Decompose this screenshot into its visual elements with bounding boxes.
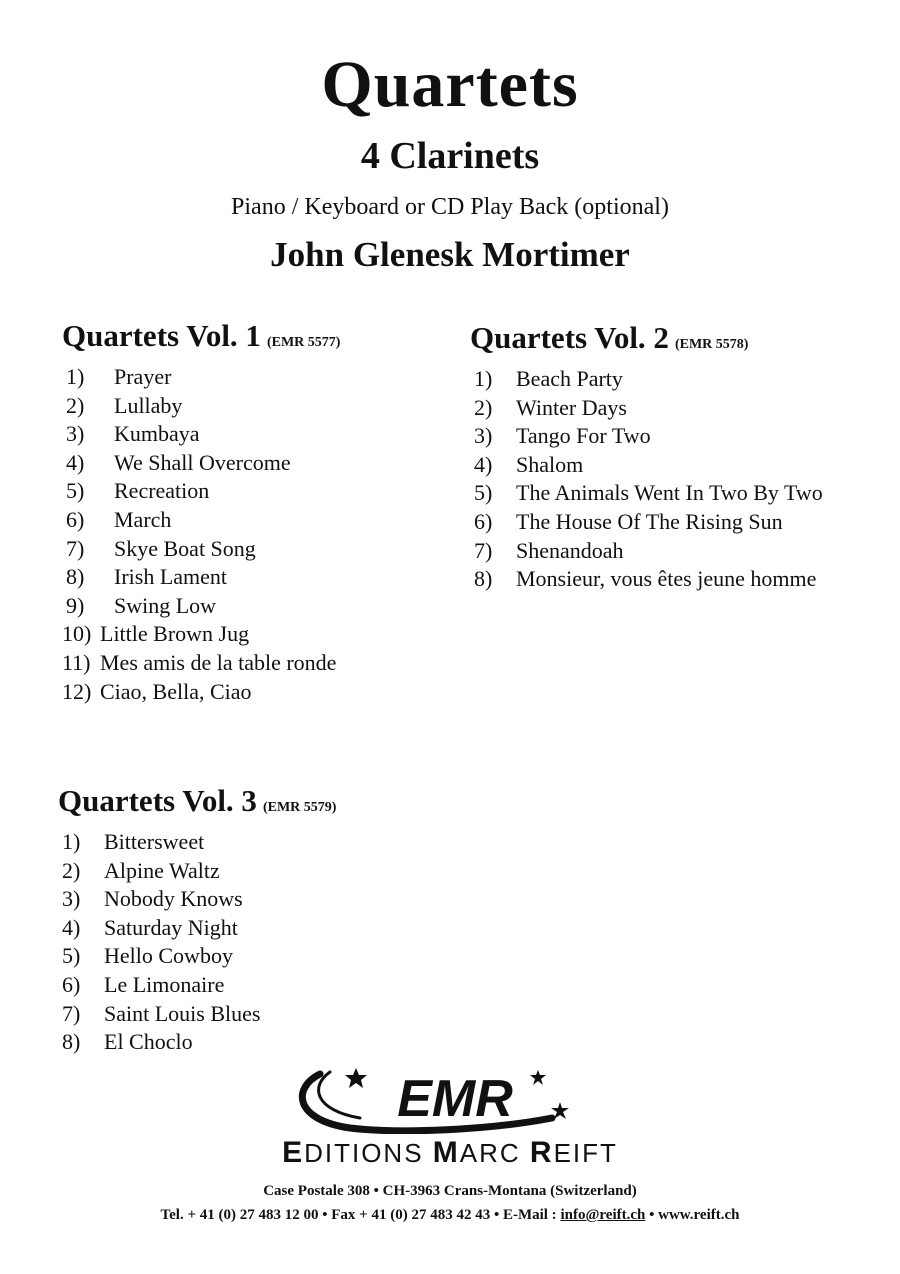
publisher-name [0,1138,900,1168]
track-title: Ciao, Bella, Ciao [100,678,252,704]
track-title: Saturday Night [104,914,238,940]
track-item [58,1028,336,1057]
track-number: 6) [66,506,85,532]
publisher-initial: M [432,1136,460,1169]
track-number: 9) [66,592,85,618]
track-number: 2) [62,857,81,883]
track-number: 10) [62,621,92,647]
track-number: 5) [474,480,493,506]
track-number: 8) [62,1029,81,1055]
track-title: Monsieur, vous êtes jeune homme [516,566,817,592]
page-subtitle: 4 Clarinets [360,135,540,177]
track-number: 5) [66,478,85,504]
track-title: Skye Boat Song [114,535,256,561]
logo-text: EMR [397,1070,513,1128]
publisher-initial: E [282,1136,305,1169]
track-item [58,942,336,971]
track-title: Irish Lament [114,564,228,590]
track-list [470,365,823,594]
publisher-contact [0,1208,900,1223]
track-list [58,828,336,1057]
track-item [62,592,340,621]
track-number: 3) [474,423,493,449]
contact-phone-fax: Tel. + 41 (0) 27 483 12 00 • Fax + 41 (0) 27 483 42 43 • E-Mail : [160,1207,561,1223]
catalog-code: (EMR 5578) [674,337,749,352]
track-title: The House Of The Rising Sun [516,508,783,534]
track-item [62,420,340,449]
volume-title: Quartets Vol. 3 [58,783,257,818]
catalog-code: (EMR 5579) [262,800,337,815]
volume-title: Quartets Vol. 1 [62,318,261,353]
publisher-word: EIFT [553,1138,618,1168]
emr-logo [290,1062,590,1134]
track-item [62,449,340,478]
track-item [470,537,823,566]
track-item [470,422,823,451]
track-item [470,508,823,537]
track-title: March [114,506,172,532]
track-number: 4) [66,449,85,475]
track-number: 2) [474,394,493,420]
star-icon [345,1068,367,1088]
volume-1 [62,320,340,706]
track-number: 6) [62,971,81,997]
track-title: Nobody Knows [104,886,243,912]
track-title: Recreation [114,478,210,504]
track-title: We Shall Overcome [114,449,291,475]
track-title: Winter Days [516,394,627,420]
track-item [58,971,336,1000]
page-title: Quartets [321,48,579,121]
track-title: Shalom [516,451,584,477]
track-number: 7) [62,1000,81,1026]
track-title: Little Brown Jug [100,621,250,647]
track-number: 8) [474,566,493,592]
volume-3 [58,785,336,1057]
emr-logo-graphic [290,1062,590,1134]
track-item [470,451,823,480]
track-item [470,565,823,594]
track-title: Prayer [114,364,172,389]
track-item [62,392,340,421]
volume-heading [62,320,340,351]
volume-heading [58,785,336,816]
track-list [62,363,340,706]
publisher-address: Case Postale 308 • CH-3963 Crans-Montana (Switzerland) [263,1183,637,1199]
track-item [470,365,823,394]
track-number: 2) [66,392,85,418]
track-title: Shenandoah [516,537,624,563]
volume-heading [470,322,823,353]
track-item [470,479,823,508]
track-item [62,535,340,564]
track-number: 11) [62,649,91,675]
track-item [470,394,823,423]
track-number: 7) [474,537,493,563]
track-number: 3) [62,886,81,912]
track-number: 1) [474,366,493,391]
track-item [62,649,340,678]
track-title: Tango For Two [516,423,651,449]
track-title: Alpine Waltz [104,857,220,883]
publisher-initial: R [529,1136,554,1169]
track-title: El Choclo [104,1029,193,1055]
track-number: 7) [66,535,85,561]
publisher-word: DITIONS [304,1138,433,1168]
track-title: Bittersweet [104,829,205,854]
track-number: 5) [62,943,81,969]
track-title: Saint Louis Blues [104,1000,261,1026]
track-title: Hello Cowboy [104,943,233,969]
track-number: 4) [62,914,81,940]
track-number: 4) [474,451,493,477]
track-item [62,563,340,592]
track-item [58,885,336,914]
track-number: 1) [62,829,81,854]
track-item [62,363,340,392]
track-item [62,477,340,506]
track-number: 6) [474,508,493,534]
track-item [58,857,336,886]
track-item [58,914,336,943]
website-link[interactable]: • www.reift.ch [645,1207,740,1223]
track-item [62,620,340,649]
track-title: Lullaby [114,392,183,418]
track-number: 8) [66,564,85,590]
volume-2 [470,322,823,594]
track-number: 12) [62,678,92,704]
track-item [62,678,340,707]
publisher-word: ARC [459,1138,530,1168]
track-item [62,506,340,535]
track-title: Swing Low [114,592,217,618]
track-item [58,828,336,857]
track-title: The Animals Went In Two By Two [516,480,823,506]
track-item [58,1000,336,1029]
volume-title: Quartets Vol. 2 [470,320,669,355]
track-number: 3) [66,421,85,447]
instrumentation-note: Piano / Keyboard or CD Play Back (optional) [231,194,669,220]
composer-name: John Glenesk Mortimer [270,235,630,274]
track-title: Le Limonaire [104,971,225,997]
track-number: 1) [66,364,85,389]
track-title: Kumbaya [114,421,200,447]
track-title: Mes amis de la table ronde [100,649,337,675]
track-title: Beach Party [516,366,623,391]
star-icon [530,1070,546,1085]
catalog-code: (EMR 5577) [266,335,341,350]
email-link[interactable]: info@reift.ch [560,1207,646,1223]
